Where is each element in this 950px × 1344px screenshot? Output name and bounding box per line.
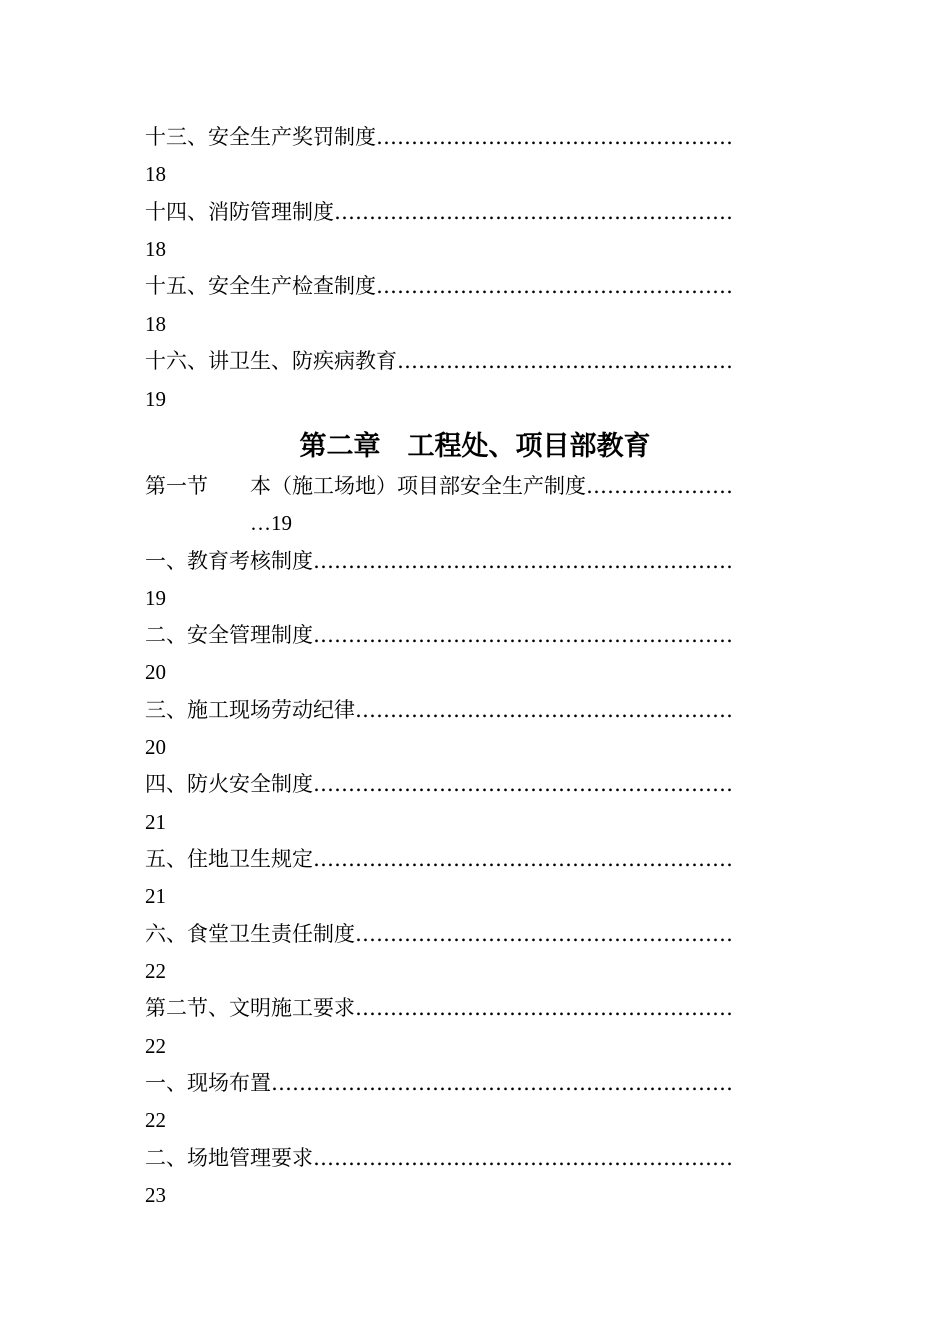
section-label: 第一节 <box>145 474 208 498</box>
chapter-title: 第二章 工程处、项目部教育 <box>299 431 651 462</box>
toc-entry-title: 第二节、文明施工要求……………………………………………… <box>145 996 733 1020</box>
toc-entry-page: 18 <box>145 312 166 336</box>
toc-entry-title: 六、食堂卫生责任制度……………………………………………… <box>145 922 733 946</box>
section-title: 本（施工场地）项目部安全生产制度………………… <box>250 474 733 498</box>
toc-entry-title: 一、现场布置………………………………………………………… <box>145 1071 733 1095</box>
toc-entry-page: 20 <box>145 660 166 684</box>
toc-entry-title: 十六、讲卫生、防疾病教育………………………………………… <box>145 349 733 373</box>
toc-entry-page: 23 <box>145 1183 166 1207</box>
toc-entry-page: 18 <box>145 237 166 261</box>
toc-entry-page: 22 <box>145 1108 166 1132</box>
toc-entry-page: 21 <box>145 810 166 834</box>
toc-entry-page: 22 <box>145 959 166 983</box>
section-page: …19 <box>250 511 292 535</box>
toc-entry-page: 20 <box>145 735 166 759</box>
toc-entry-title: 一、教育考核制度…………………………………………………… <box>145 549 733 573</box>
toc-entry-title: 十五、安全生产检查制度…………………………………………… <box>145 274 733 298</box>
toc-entry-page: 22 <box>145 1034 166 1058</box>
toc-entry-page: 21 <box>145 884 166 908</box>
toc-entry-title: 十四、消防管理制度………………………………………………… <box>145 200 733 224</box>
toc-entry-title: 二、安全管理制度…………………………………………………… <box>145 623 733 647</box>
toc-entry-page: 19 <box>145 586 166 610</box>
toc-entry-title: 二、场地管理要求…………………………………………………… <box>145 1146 733 1170</box>
toc-entry-title: 三、施工现场劳动纪律……………………………………………… <box>145 698 733 722</box>
toc-entry-title: 十三、安全生产奖罚制度…………………………………………… <box>145 125 733 149</box>
toc-entry-title: 四、防火安全制度…………………………………………………… <box>145 772 733 796</box>
toc-entry-page: 19 <box>145 387 166 411</box>
toc-entry-title: 五、住地卫生规定…………………………………………………… <box>145 847 733 871</box>
toc-entry-page: 18 <box>145 162 166 186</box>
